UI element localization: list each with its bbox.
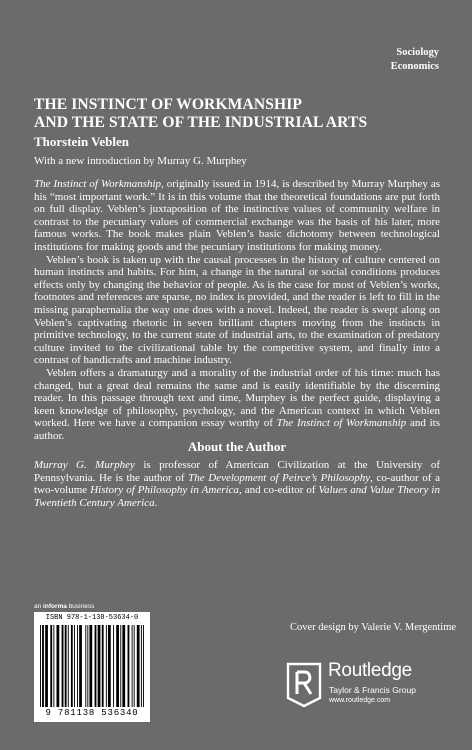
category-sociology: Sociology [396, 47, 439, 58]
author-name-italic: Murray G. Murphey [34, 459, 135, 471]
cover-design-credit: Cover design by Valerie V. Mergentime [290, 622, 457, 633]
title-line-2: AND THE STATE OF THE INDUSTRIAL ARTS [34, 114, 368, 131]
book-description [34, 178, 440, 442]
introduction-credit: With a new introduction by Murray G. Murphey [34, 155, 247, 167]
description-paragraph-2: Veblen’s book is taken up with the causal processes in the history of culture centered on human instincts and habits. For him, a change in the natural or social conditions produces effects only by changing the behavior of people. As is the case for most of Veblen’s works, footnotes and references are sparse, no index is provided, and the reader is left to fill in the missing paraphernalia the way one does with a novel. Indeed, the reader is swept along on Veblen’s captivating rhetoric in seven brilliant chapters moving from the instincts in primitive technology, to the current state of industrial arts, to the examination of predatory culture invited to the civilizational table by the competitive system, and finally into a contrast of handicrafts and machine industry. [34, 253, 440, 367]
book-title [34, 96, 444, 132]
book-title-italic: The Instinct of Workmanship [34, 178, 162, 190]
isbn-label: ISBN 978-1-138-53634-0 [45, 614, 139, 622]
publisher-group: Taylor & Francis Group [329, 685, 416, 695]
barcode-digits: 9 781138 536340 [45, 708, 139, 718]
description-paragraph-1: The Instinct of Workmanship, originally issued in 1914, is described by Murray Murphey as his “most important work.” It is in this volume that the theoretical foundations are put forth on full display. Veblen’s juxtaposition of the instinctive values of community welfare in contrast to the pecuniary values of commercial exchange was the basis of his later, more famous works. The book makes plain Veblen’s basic dichotomy between technological institutions for making goods and the pecuniary institutions for making money. [34, 178, 440, 253]
informa-business-label: an informa business [34, 603, 95, 610]
title-line-1: THE INSTINCT OF WORKMANSHIP [34, 96, 302, 113]
about-author-heading: About the Author [187, 439, 287, 454]
about-author-text: Murray G. Murphey is professor of American Civilization at the University of Pennsylvania. He is the author of The Development of Peirce’s Philosophy, co-author of a two-volume History of Philosophy in America, and co-editor of Values and Value Theory in Twentieth Century America. [34, 459, 441, 509]
barcode-bars-icon [40, 625, 144, 707]
publisher-url: www.routledge.com [329, 697, 391, 704]
category-economics: Economics [390, 61, 439, 72]
isbn-barcode [34, 612, 150, 722]
routledge-logo-icon [286, 662, 322, 708]
book-author: Thorstein Veblen [34, 134, 129, 149]
publisher-name: Routledge [328, 660, 412, 681]
book-title-italic: The Instinct of Workmanship [276, 417, 407, 430]
description-paragraph-3: Veblen offers a dramaturgy and a morality of the industrial order of his time: much has changed, but a great deal remains the same and is easily identifiable by the discerning reader. In this passage through text and time, Murphey is the perfect guide, displaying a keen knowledge of philosophy, psychology, and the American context in which Veblen worked. Here we have a companion essay worthy of The Instinct of Workmanship and its author. [34, 366, 440, 442]
subject-category [391, 46, 439, 74]
publisher-block [286, 658, 446, 718]
